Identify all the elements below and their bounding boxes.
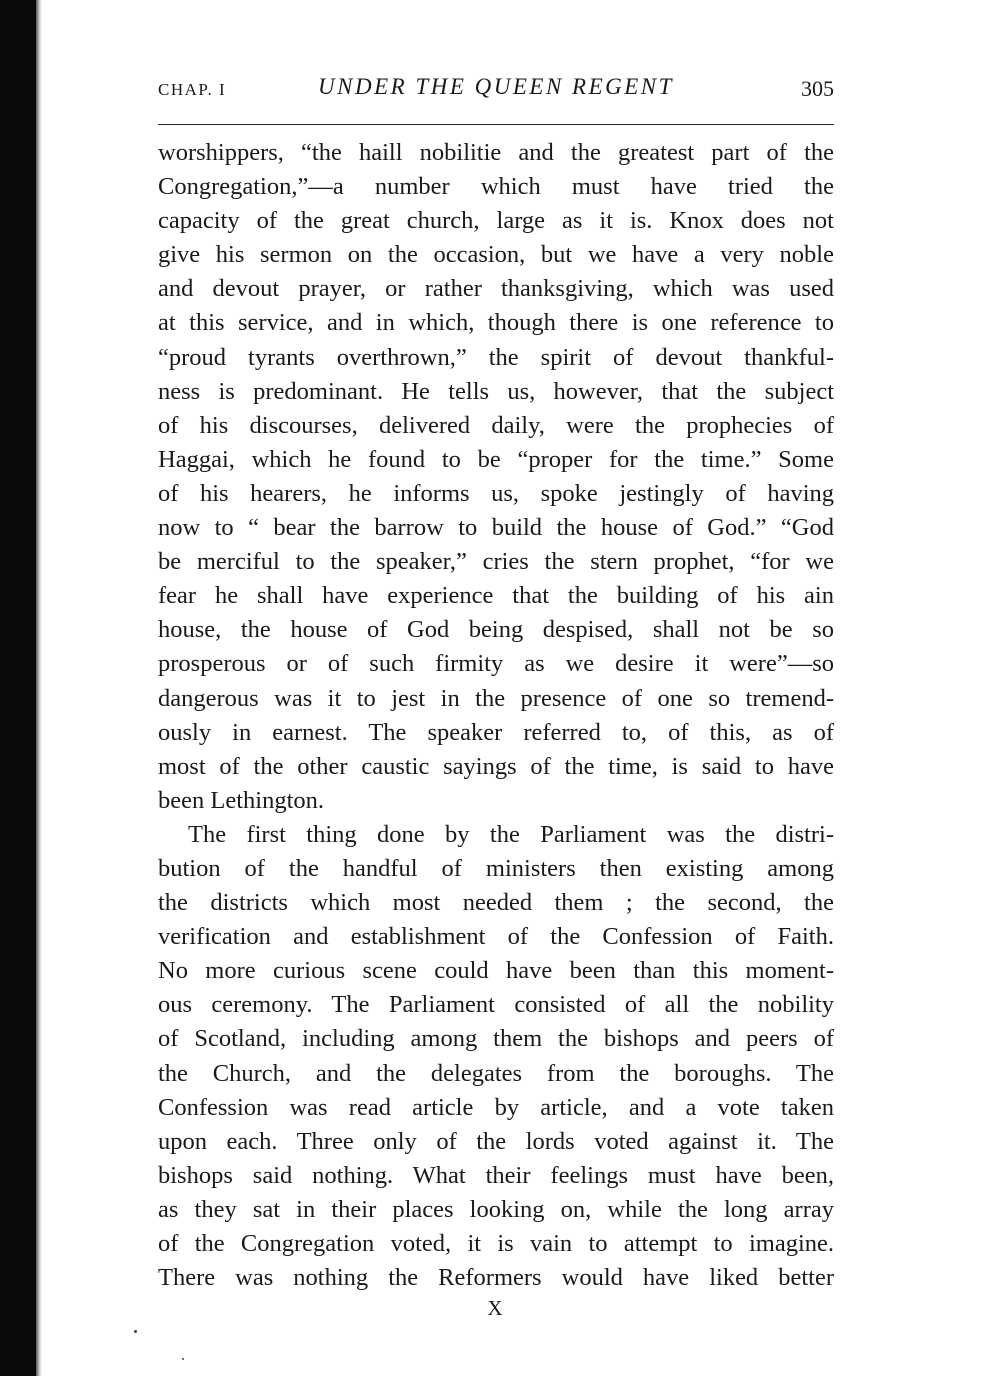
text-line: “proud tyrants overthrown,” the spirit of devout thankful- [158,343,834,371]
text-line: Haggai, which he found to be “proper for the time.” Some [158,445,834,473]
page-number: 305 [801,76,834,101]
text-line: dangerous was it to jest in the presence of one so tremend- [158,684,834,712]
text-line: No more curious scene could have been than this moment- [158,957,834,985]
text-line: most of the other caustic sayings of the time, is said to have [158,752,834,780]
page-header [158,72,834,112]
text-line: now to “ bear the barrow to build the house of God.” “God [158,514,834,542]
text-line: There was nothing the Reformers would have liked better [158,1264,834,1292]
book-gutter-edge [36,0,42,1376]
running-title: UNDER THE QUEEN REGENT [318,74,674,99]
header-rule [158,124,834,125]
text-line: the Church, and the delegates from the boroughs. The [158,1059,834,1087]
text-line: and devout prayer, or rather thanksgiving, which was used [158,275,834,303]
text-line: bishops said nothing. What their feelings must have been, [158,1161,834,1189]
paragraph-first-line: The first thing done by the Parliament was the distri- [188,820,834,848]
text-line: been Lethington. [158,786,325,814]
text-line: ous ceremony. The Parliament consisted of all the nobility [158,991,834,1019]
text-line: at this service, and in which, though there is one reference to [158,309,834,337]
chapter-label: CHAP. I [158,80,227,99]
body-text [158,136,834,1295]
signature-letter: X [487,1296,503,1320]
text-line: of his hearers, he informs us, spoke jestingly of having [158,479,834,507]
paper-speck [182,1358,184,1360]
paper-speck [134,1330,137,1333]
text-line: of his discourses, delivered daily, were the prophecies of [158,411,834,439]
text-line: give his sermon on the occasion, but we have a very noble [158,241,834,269]
text-line: of the Congregation voted, it is vain to attempt to imagine. [158,1230,834,1257]
text-line: house, the house of God being despised, shall not be so [158,616,834,644]
text-line: of Scotland, including among them the bishops and peers of [158,1025,834,1053]
text-line: bution of the handful of ministers then existing among [158,854,834,882]
text-line: capacity of the great church, large as it is. Knox does not [158,207,834,235]
signature-mark [0,1296,980,1321]
text-line: Confession was read article by article, and a vote taken [158,1093,834,1121]
text-line: worshippers, “the haill nobilitie and the greatest part of the [158,139,834,166]
text-line: fear he shall have experience that the building of his ain [158,582,834,610]
text-line: ously in earnest. The speaker referred to, of this, as of [158,718,834,746]
book-spine-shadow [0,0,36,1376]
text-line: be merciful to the speaker,” cries the stern prophet, “for we [158,548,834,576]
text-line: prosperous or of such firmity as we desire it were”—so [158,650,834,678]
text-line: Congregation,”—a number which must have tried the [158,173,834,201]
text-line: upon each. Three only of the lords voted against it. The [158,1127,834,1155]
text-line: verification and establishment of the Confession of Faith. [158,923,834,951]
text-line: the districts which most needed them ; the second, the [158,889,834,917]
text-line: ness is predominant. He tells us, however, that the subject [158,377,834,405]
text-line: as they sat in their places looking on, while the long array [158,1195,834,1223]
